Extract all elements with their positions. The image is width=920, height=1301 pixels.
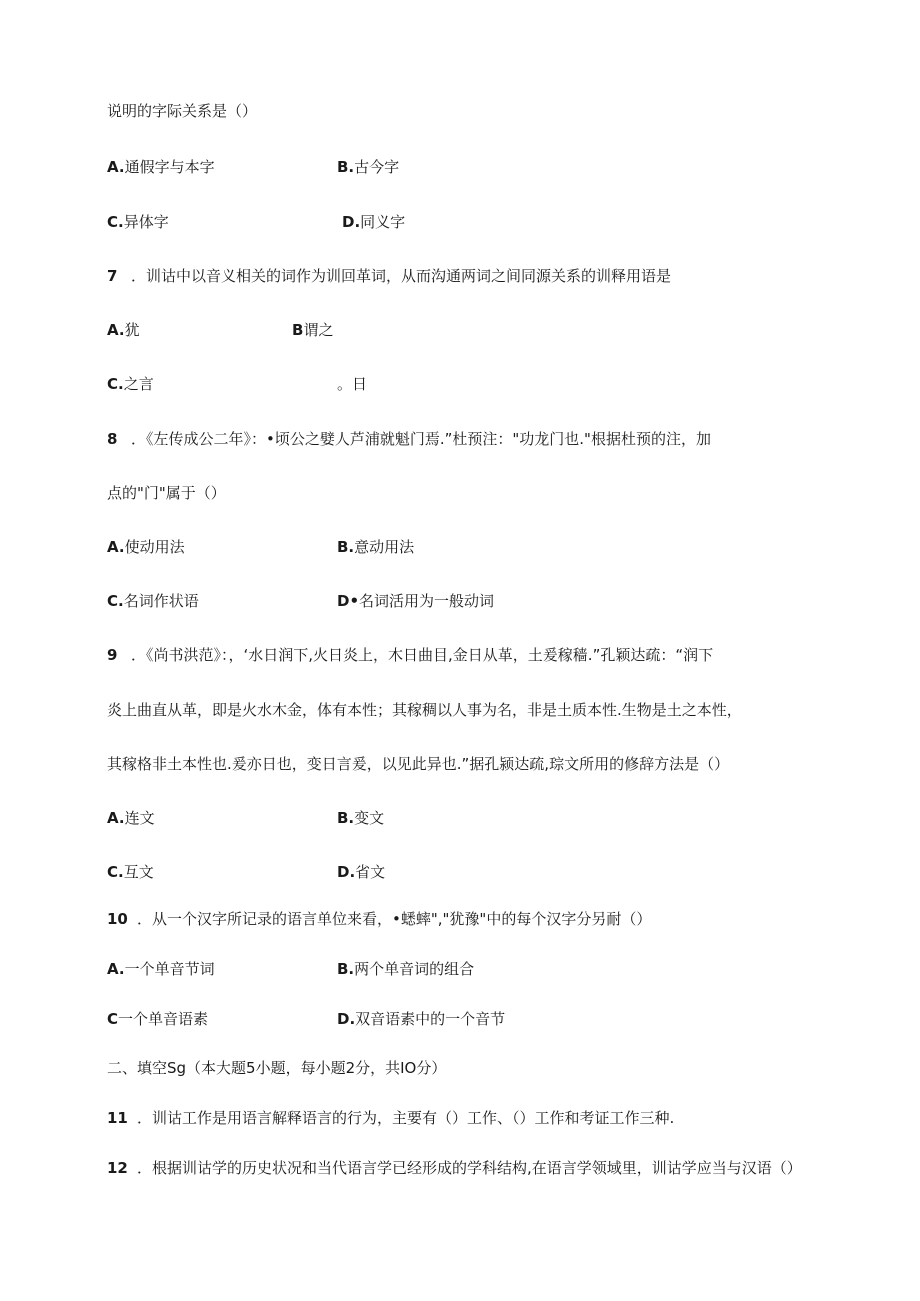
- question-number: 11: [107, 1109, 128, 1127]
- option-text: 省文: [355, 863, 386, 881]
- option-label: B: [292, 321, 304, 339]
- q7-option-b: [292, 320, 333, 340]
- q6-option-c: [107, 212, 169, 232]
- q11-stem: [107, 1108, 674, 1128]
- q10-option-d: [337, 1009, 505, 1029]
- question-number: 12: [107, 1159, 128, 1177]
- option-text: 一个单音节词: [124, 960, 215, 978]
- option-text: 双音语素中的一个音节: [355, 1010, 506, 1028]
- question-number: 8: [107, 430, 118, 448]
- option-label: C.: [107, 213, 124, 231]
- q6-stem-tail: 说明的字际关系是（）: [107, 102, 258, 120]
- q8-option-b: [337, 537, 414, 557]
- q8-stem-line1: [107, 429, 711, 449]
- q10-option-b: [337, 959, 474, 979]
- option-text: 谓之: [303, 321, 334, 339]
- q10-option-a: [107, 959, 215, 979]
- question-text: ．训诂中以音义相关的词作为训回革词，从而沟通两词之间同源关系的训释用语是: [131, 267, 672, 285]
- option-label: D.: [337, 863, 356, 881]
- option-text: 古今字: [354, 158, 400, 176]
- option-label: A.: [107, 158, 125, 176]
- q8-stem-line2: 点的"门"属于（）: [107, 484, 226, 502]
- option-text: 变文: [354, 809, 385, 827]
- option-label: C.: [107, 375, 124, 393]
- option-text: 。日: [337, 375, 368, 393]
- option-label: D.: [342, 213, 361, 231]
- q8-option-c: [107, 591, 199, 611]
- q6-option-a: [107, 157, 215, 177]
- q9-stem-line2: 炎上曲直从革，即是火水木金，体有本性；其稼稠以人事为名，非是土质本性.生物是土之本性，: [107, 701, 742, 719]
- option-text: 之言: [123, 375, 154, 393]
- option-label: A.: [107, 960, 125, 978]
- option-label: D.: [337, 1010, 356, 1028]
- option-label: A.: [107, 321, 125, 339]
- option-label: A.: [107, 809, 125, 827]
- question-text: ．《左传成公二年》：•顷公之嬖人芦浦就魁门焉.”杜预注："功龙门也."根据杜预的注，加: [131, 430, 711, 448]
- q9-option-c: [107, 862, 154, 882]
- q8-option-a: [107, 537, 185, 557]
- option-text: 两个单音词的组合: [354, 960, 475, 978]
- q7-option-c: [107, 374, 154, 394]
- option-label: C.: [107, 592, 124, 610]
- q7-option-a: [107, 320, 140, 340]
- q7-option-d: [337, 374, 367, 394]
- option-text: 使动用法: [124, 538, 185, 556]
- question-text: ．《尚书洪范》：，‘水日润下,火日炎上，木日曲目,金日从革，土爰稼穑.”孔颖达疏：“润下: [131, 646, 714, 664]
- q9-stem-line1: [107, 645, 713, 665]
- option-label: B.: [337, 158, 355, 176]
- q12-stem: [107, 1158, 802, 1178]
- option-text: 同义字: [360, 213, 406, 231]
- option-text: 名词活用为一般动词: [359, 592, 495, 610]
- option-label: A.: [107, 538, 125, 556]
- option-label: D•: [337, 592, 360, 610]
- option-label: C.: [107, 863, 124, 881]
- q10-option-c: [107, 1009, 208, 1029]
- q8-option-d: [337, 591, 494, 611]
- question-number: 7: [107, 267, 118, 285]
- option-text: 一个单音语素: [118, 1010, 209, 1028]
- question-number: 10: [107, 910, 128, 928]
- option-text: 通假字与本字: [124, 158, 215, 176]
- option-label: B.: [337, 809, 355, 827]
- option-text: 互文: [123, 863, 154, 881]
- option-text: 名词作状语: [123, 592, 199, 610]
- option-text: 意动用法: [354, 538, 415, 556]
- q7-stem: [107, 266, 671, 286]
- section-2-heading: 二、填空Sg（本大题5小题，每小题2分，共IO分）: [107, 1059, 447, 1077]
- option-label: B.: [337, 538, 355, 556]
- option-text: 异体字: [123, 213, 169, 231]
- option-text: 连文: [124, 809, 155, 827]
- option-text: 犹: [124, 321, 140, 339]
- q9-option-d: [337, 862, 385, 882]
- q6-option-d: [342, 212, 405, 232]
- option-label: C: [107, 1010, 119, 1028]
- q6-option-b: [337, 157, 399, 177]
- question-text: ．根据训诂学的历史状况和当代语言学已经形成的学科结构,在语言学领域里，训诂学应当与汉语（）: [137, 1159, 802, 1177]
- question-number: 9: [107, 646, 118, 664]
- option-label: B.: [337, 960, 355, 978]
- q9-option-b: [337, 808, 384, 828]
- q9-option-a: [107, 808, 155, 828]
- q10-stem: [107, 909, 651, 929]
- question-text: ．训诂工作是用语言解释语言的行为，主要有（）工作、（）工作和考证工作三种.: [137, 1109, 675, 1127]
- q9-stem-line3: 其稼格非土本性也.爰亦日也，变日言爰，以见此异也.”据孔颍达疏,琮文所用的修辞方法是（）: [107, 755, 730, 773]
- question-text: ．从一个汉字所记录的语言单位来看，•蟋蟀","犹豫"中的每个汉字分另耐（）: [137, 910, 652, 928]
